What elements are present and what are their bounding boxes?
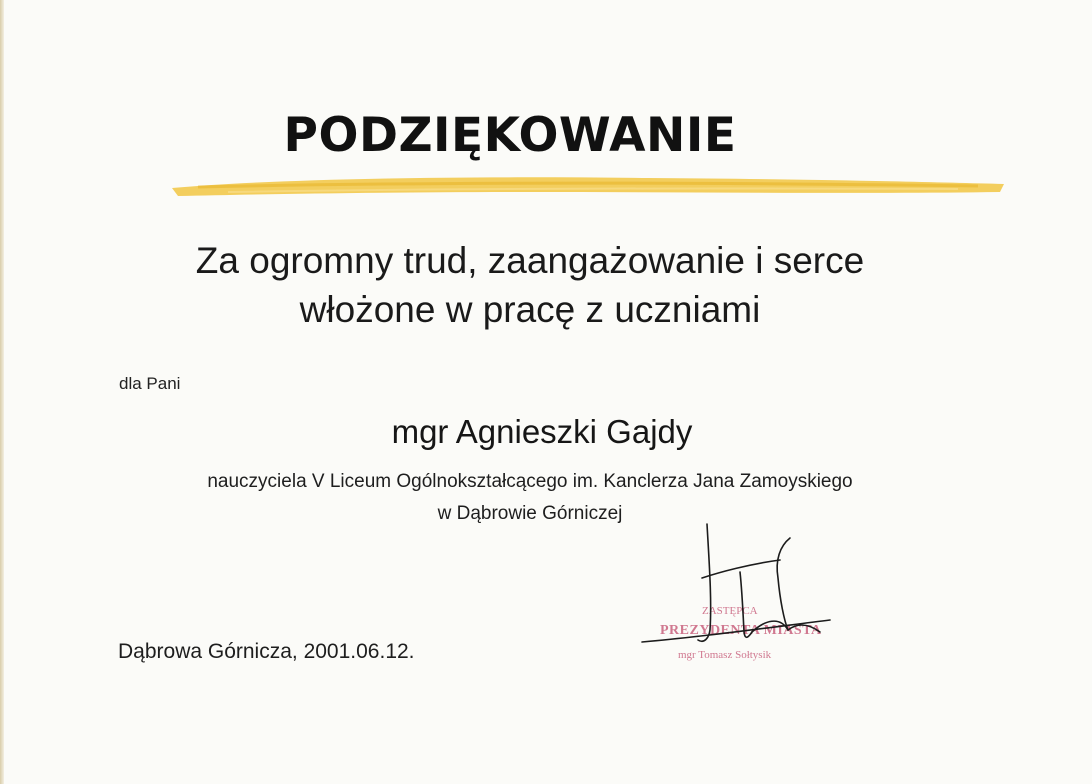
recipient-position — [0, 466, 1060, 530]
dedication-text — [0, 236, 1060, 334]
position-line: w Dąbrowie Górniczej — [437, 503, 623, 524]
position-line: nauczyciela V Liceum Ogólnokształcącego im. Kanclerza Jana Zamoyskiego — [207, 471, 853, 492]
place-and-date: Dąbrowa Górnicza, 2001.06.12. — [118, 640, 415, 663]
recipient-name: mgr Agnieszki Gajdy — [391, 413, 693, 450]
dedication-line: włożone w pracę z uczniami — [299, 289, 761, 330]
stamp-line: PREZYDENTA MIASTA — [660, 623, 822, 638]
for-label: dla Pani — [119, 374, 181, 393]
stamp-line: ZASTĘPCA — [702, 605, 758, 617]
handwritten-signature — [630, 520, 840, 680]
certificate-title: PODZIĘKOWANIE — [283, 108, 737, 163]
stamp-line: mgr Tomasz Sołtysik — [678, 649, 772, 661]
dedication-line: Za ogromny trud, zaangażowanie i serce — [195, 240, 865, 281]
yellow-underline-stroke — [168, 170, 1008, 200]
